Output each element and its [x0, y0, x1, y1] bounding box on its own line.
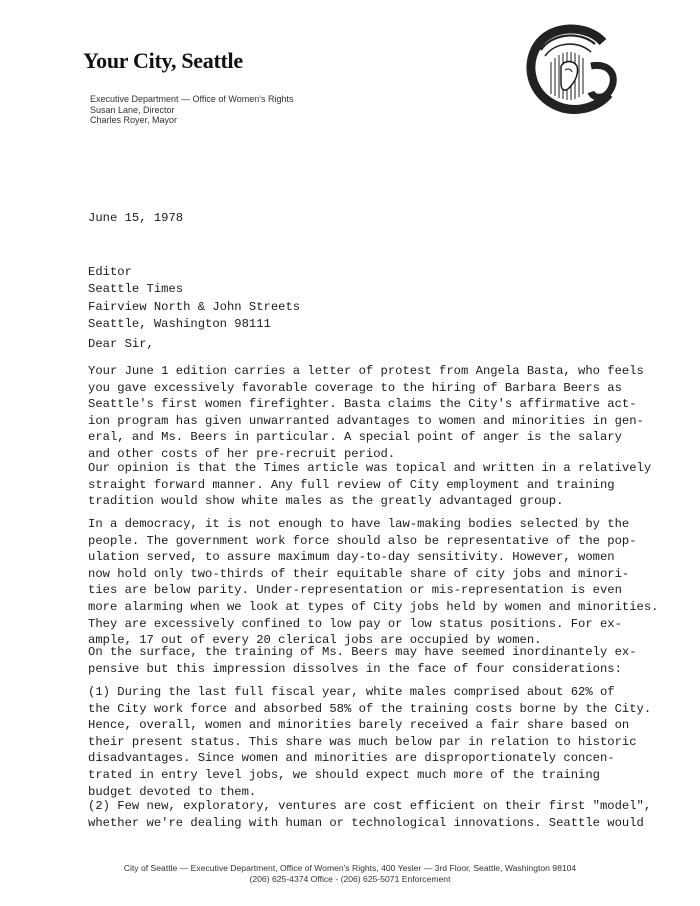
text-line: whether we're dealing with human or technological innovations. Seattle would — [88, 815, 644, 830]
text-line: Hence, overall, women and minorities barely received a fair share based on — [88, 718, 630, 733]
text-line: eral, and Ms. Beers in particular. A special point of anger is the salary — [88, 430, 622, 445]
text-line: trated in entry level jobs, we should expect much more of the training — [88, 767, 600, 782]
department-line: Executive Department — Office of Women's Rights — [90, 94, 294, 104]
mayor-line: Charles Royer, Mayor — [90, 115, 178, 125]
text-line: In a democracy, it is not enough to have law-making bodies selected by the — [88, 517, 630, 531]
text-line: pensive but this impression dissolves in the face of four considerations: — [88, 661, 622, 676]
text-line: the City work force and absorbed 58% of the training costs borne by the City. — [88, 701, 652, 716]
text-line: ulation served, to assure maximum day-to-day sensitivity. However, women — [88, 550, 615, 565]
paragraph-4 — [88, 644, 637, 677]
text-line: now hold only two-thirds of their equitable share of city jobs and minori- — [88, 566, 630, 581]
paragraph-1 — [88, 363, 644, 463]
recipient-line: Fairview North & John Streets — [88, 299, 301, 314]
text-line: ample, 17 out of every 20 clerical jobs are occupied by women. — [88, 633, 542, 648]
text-line: (2) Few new, exploratory, ventures are cost efficient on their first "model", — [88, 799, 652, 813]
text-line: Seattle's first women firefighter. Basta claims the City's affirmative act- — [88, 397, 637, 412]
footer-address-line: City of Seattle — Executive Department, Office of Women's Rights, 400 Yesler — 3rd Floor, Seattle, Washington 98104 — [123, 863, 577, 873]
recipient-line: Seattle Times — [88, 282, 184, 297]
text-line: and other costs of her pre-recruit period. — [88, 446, 396, 461]
letterhead-title: Your City, Seattle — [83, 48, 243, 73]
recipient-line: Seattle, Washington 98111 — [88, 316, 271, 331]
text-line: Our opinion is that the Times article was topical and written in a relatively — [88, 461, 652, 475]
salutation: Dear Sir, — [88, 337, 154, 351]
text-line: ion program has given unwarranted advantages to women and minorities in gen- — [88, 413, 644, 428]
text-line: straight forward manner. Any full review of City employment and training — [88, 477, 615, 492]
city-seal-logo — [521, 22, 623, 114]
paragraph-3 — [88, 516, 658, 649]
text-line: budget devoted to them. — [88, 784, 257, 799]
footer-phone-line: (206) 625-4374 Office - (206) 625-5071 Enforcement — [249, 874, 451, 884]
paragraph-2 — [88, 460, 651, 510]
text-line: ties are below parity. Under-representation or mis-representation is even — [88, 583, 622, 598]
letter-footer — [0, 863, 700, 885]
director-line: Susan Lane, Director — [90, 104, 175, 115]
text-line: you gave excessively favorable coverage to the hiring of Barbara Beers as — [88, 380, 622, 395]
letter-date: June 15, 1978 — [88, 211, 184, 225]
text-line: On the surface, the training of Ms. Beers may have seemed inordinantely ex- — [88, 645, 637, 659]
paragraph-5 — [88, 684, 651, 800]
text-line: (1) During the last full fiscal year, white males comprised about 62% of — [88, 685, 615, 699]
recipient-line: Editor — [88, 265, 132, 279]
text-line: more alarming when we look at types of City jobs held by women and minorities. — [88, 599, 659, 614]
text-line: They are excessively confined to low pay or low status positions. For ex- — [88, 616, 622, 631]
paragraph-6 — [88, 798, 651, 831]
text-line: people. The government work force should also be representative of the pop- — [88, 533, 637, 548]
text-line: disadvantages. Since women and minorities are disproportionately concen- — [88, 751, 615, 766]
recipient-address — [88, 264, 300, 333]
text-line: Your June 1 edition carries a letter of protest from Angela Basta, who feels — [88, 364, 644, 378]
letterhead-department-block — [90, 94, 293, 126]
text-line: their present status. This share was much below par in relation to historic — [88, 734, 637, 749]
text-line: tradition would show white males as the greatly advantaged group. — [88, 494, 564, 509]
